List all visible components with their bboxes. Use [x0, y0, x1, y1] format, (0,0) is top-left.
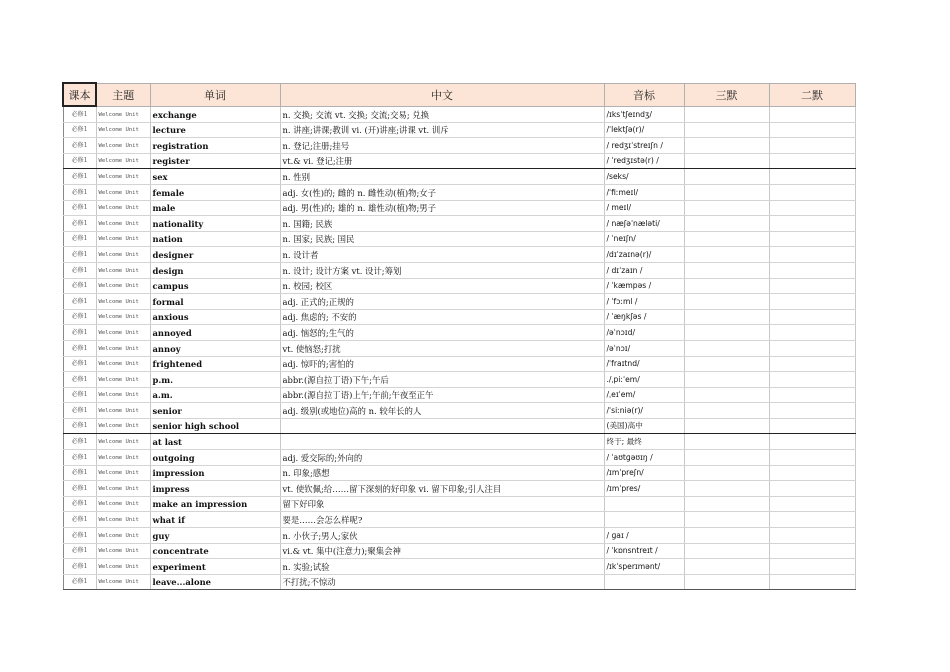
cell-course[interactable]: 必修1 — [63, 278, 96, 294]
cell-meaning[interactable]: n. 讲座;讲课;教训 vi. (开)讲座;讲课 vt. 训斥 — [280, 122, 604, 138]
cell-theme[interactable]: Welcome Unit — [96, 512, 150, 528]
cell-phonetic[interactable]: / ɡaɪ / — [604, 528, 684, 544]
cell-theme[interactable]: Welcome Unit — [96, 574, 150, 590]
cell-dictation-2[interactable] — [769, 372, 855, 388]
cell-dictation-2[interactable] — [769, 122, 855, 138]
cell-word[interactable]: a.m. — [150, 387, 280, 403]
cell-theme[interactable]: Welcome Unit — [96, 496, 150, 512]
cell-dictation-3[interactable] — [684, 340, 769, 356]
vocabulary-sheet — [62, 82, 856, 590]
cell-word[interactable]: exchange — [150, 106, 280, 122]
cell-phonetic[interactable] — [604, 574, 684, 590]
cell-word[interactable]: campus — [150, 278, 280, 294]
cell-dictation-2[interactable] — [769, 262, 855, 278]
cell-dictation-3[interactable] — [684, 559, 769, 575]
cell-phonetic[interactable]: / ˈæŋkʃəs / — [604, 309, 684, 325]
cell-phonetic[interactable]: /ˌeɪˈem/ — [604, 387, 684, 403]
cell-word[interactable]: concentrate — [150, 543, 280, 559]
cell-phonetic[interactable]: / ˈkɒnsntreɪt / — [604, 543, 684, 559]
table-row — [63, 574, 855, 590]
header-word[interactable]: 单词 — [150, 83, 280, 106]
cell-phonetic[interactable]: / ˈaʊtɡəʊɪŋ / — [604, 450, 684, 466]
cell-dictation-2[interactable] — [769, 325, 855, 341]
cell-theme[interactable]: Welcome Unit — [96, 216, 150, 232]
cell-phonetic[interactable]: /əˈnɔɪ/ — [604, 340, 684, 356]
cell-theme[interactable]: Welcome Unit — [96, 169, 150, 185]
cell-dictation-3[interactable] — [684, 278, 769, 294]
cell-dictation-3[interactable] — [684, 528, 769, 544]
cell-word[interactable]: make an impression — [150, 496, 280, 512]
table-row — [63, 528, 855, 544]
cell-dictation-3[interactable] — [684, 106, 769, 122]
table-row — [63, 356, 855, 372]
header-dictation-2[interactable]: 二默 — [769, 83, 855, 106]
cell-course[interactable]: 必修1 — [63, 387, 96, 403]
cell-dictation-2[interactable] — [769, 574, 855, 590]
cell-course[interactable]: 必修1 — [63, 153, 96, 169]
table-row — [63, 184, 855, 200]
cell-phonetic[interactable]: (美国)高中 — [604, 418, 684, 434]
cell-dictation-2[interactable] — [769, 309, 855, 325]
header-meaning[interactable]: 中文 — [280, 83, 604, 106]
cell-theme[interactable]: Welcome Unit — [96, 122, 150, 138]
cell-dictation-3[interactable] — [684, 512, 769, 528]
cell-word[interactable]: sex — [150, 169, 280, 185]
cell-dictation-3[interactable] — [684, 153, 769, 169]
cell-dictation-3[interactable] — [684, 309, 769, 325]
cell-theme[interactable]: Welcome Unit — [96, 387, 150, 403]
cell-dictation-2[interactable] — [769, 169, 855, 185]
cell-course[interactable]: 必修1 — [63, 496, 96, 512]
header-theme[interactable]: 主题 — [96, 83, 150, 106]
cell-course[interactable]: 必修1 — [63, 512, 96, 528]
cell-meaning[interactable]: n. 交换; 交流 vt. 交换; 交流;交易; 兑换 — [280, 106, 604, 122]
table-row — [63, 512, 855, 528]
cell-word[interactable]: what if — [150, 512, 280, 528]
cell-dictation-2[interactable] — [769, 356, 855, 372]
cell-dictation-2[interactable] — [769, 340, 855, 356]
cell-course[interactable]: 必修1 — [63, 231, 96, 247]
cell-dictation-2[interactable] — [769, 138, 855, 154]
cell-theme[interactable]: Welcome Unit — [96, 106, 150, 122]
table-row — [63, 278, 855, 294]
cell-meaning[interactable]: n. 国家; 民族; 国民 — [280, 231, 604, 247]
cell-word[interactable]: anxious — [150, 309, 280, 325]
cell-dictation-2[interactable] — [769, 465, 855, 481]
cell-word[interactable]: designer — [150, 247, 280, 263]
cell-course[interactable]: 必修1 — [63, 372, 96, 388]
cell-meaning[interactable]: adj. 焦虑的; 不安的 — [280, 309, 604, 325]
cell-meaning[interactable]: adj. 正式的;正规的 — [280, 294, 604, 310]
cell-theme[interactable]: Welcome Unit — [96, 465, 150, 481]
table-row — [63, 387, 855, 403]
table-row — [63, 153, 855, 169]
cell-dictation-3[interactable] — [684, 465, 769, 481]
cell-course[interactable]: 必修1 — [63, 559, 96, 575]
cell-word[interactable]: lecture — [150, 122, 280, 138]
cell-dictation-2[interactable] — [769, 278, 855, 294]
table-row — [63, 247, 855, 263]
table-row — [63, 231, 855, 247]
cell-dictation-3[interactable] — [684, 372, 769, 388]
cell-word[interactable]: annoyed — [150, 325, 280, 341]
cell-course[interactable]: 必修1 — [63, 450, 96, 466]
cell-dictation-3[interactable] — [684, 434, 769, 450]
cell-meaning[interactable]: 留下好印象 — [280, 496, 604, 512]
cell-phonetic[interactable]: / ˈredʒɪstə(r) / — [604, 153, 684, 169]
cell-phonetic[interactable]: /seks/ — [604, 169, 684, 185]
cell-dictation-3[interactable] — [684, 262, 769, 278]
cell-theme[interactable]: Welcome Unit — [96, 325, 150, 341]
cell-phonetic[interactable] — [604, 496, 684, 512]
cell-meaning[interactable]: adj. 惊吓的;害怕的 — [280, 356, 604, 372]
cell-meaning[interactable]: vt. 使钦佩;给……留下深刻的好印象 vi. 留下印象;引人注目 — [280, 481, 604, 497]
cell-course[interactable]: 必修1 — [63, 574, 96, 590]
table-row — [63, 496, 855, 512]
cell-theme[interactable]: Welcome Unit — [96, 231, 150, 247]
cell-phonetic[interactable]: / næʃəˈnæləti/ — [604, 216, 684, 232]
cell-dictation-2[interactable] — [769, 294, 855, 310]
table-row — [63, 559, 855, 575]
cell-meaning[interactable]: adj. 男(性)的; 雄的 n. 雄性动(植)物;男子 — [280, 200, 604, 216]
cell-word[interactable]: nationality — [150, 216, 280, 232]
cell-meaning[interactable]: vt.& vi. 登记;注册 — [280, 153, 604, 169]
cell-dictation-2[interactable] — [769, 434, 855, 450]
cell-phonetic[interactable]: /ɪmˈpres/ — [604, 481, 684, 497]
cell-phonetic[interactable]: / meɪl/ — [604, 200, 684, 216]
cell-dictation-2[interactable] — [769, 106, 855, 122]
cell-word[interactable]: guy — [150, 528, 280, 544]
table-row — [63, 543, 855, 559]
table-row — [63, 169, 855, 185]
cell-phonetic[interactable]: 终于; 最终 — [604, 434, 684, 450]
table-row — [63, 262, 855, 278]
cell-phonetic[interactable]: /ˈfraɪtnd/ — [604, 356, 684, 372]
cell-dictation-3[interactable] — [684, 231, 769, 247]
cell-word[interactable]: male — [150, 200, 280, 216]
cell-course[interactable]: 必修1 — [63, 418, 96, 434]
cell-dictation-3[interactable] — [684, 574, 769, 590]
cell-theme[interactable]: Welcome Unit — [96, 184, 150, 200]
cell-theme[interactable]: Welcome Unit — [96, 294, 150, 310]
cell-dictation-3[interactable] — [684, 403, 769, 419]
cell-dictation-3[interactable] — [684, 387, 769, 403]
cell-theme[interactable]: Welcome Unit — [96, 138, 150, 154]
cell-course[interactable]: 必修1 — [63, 106, 96, 122]
cell-theme[interactable]: Welcome Unit — [96, 559, 150, 575]
cell-dictation-2[interactable] — [769, 184, 855, 200]
cell-meaning[interactable]: adj. 爱交际的;外向的 — [280, 450, 604, 466]
cell-meaning[interactable]: n. 国籍; 民族 — [280, 216, 604, 232]
cell-course[interactable]: 必修1 — [63, 403, 96, 419]
cell-course[interactable]: 必修1 — [63, 294, 96, 310]
cell-theme[interactable]: Welcome Unit — [96, 434, 150, 450]
cell-course[interactable]: 必修1 — [63, 528, 96, 544]
cell-dictation-3[interactable] — [684, 122, 769, 138]
cell-dictation-3[interactable] — [684, 496, 769, 512]
cell-word[interactable]: outgoing — [150, 450, 280, 466]
cell-dictation-2[interactable] — [769, 496, 855, 512]
cell-course[interactable]: 必修1 — [63, 247, 96, 263]
cell-word[interactable]: female — [150, 184, 280, 200]
cell-theme[interactable]: Welcome Unit — [96, 278, 150, 294]
cell-course[interactable]: 必修1 — [63, 309, 96, 325]
cell-theme[interactable]: Welcome Unit — [96, 543, 150, 559]
cell-dictation-3[interactable] — [684, 216, 769, 232]
cell-meaning[interactable]: n. 校园; 校区 — [280, 278, 604, 294]
cell-dictation-3[interactable] — [684, 200, 769, 216]
cell-theme[interactable]: Welcome Unit — [96, 153, 150, 169]
header-row — [63, 83, 855, 106]
header-dictation-3[interactable]: 三默 — [684, 83, 769, 106]
table-row — [63, 138, 855, 154]
cell-theme[interactable]: Welcome Unit — [96, 247, 150, 263]
table-row — [63, 481, 855, 497]
cell-course[interactable]: 必修1 — [63, 340, 96, 356]
cell-theme[interactable]: Welcome Unit — [96, 309, 150, 325]
cell-meaning[interactable]: n. 小伙子;男人;家伙 — [280, 528, 604, 544]
cell-meaning[interactable]: n. 实验;试验 — [280, 559, 604, 575]
cell-dictation-3[interactable] — [684, 184, 769, 200]
cell-dictation-3[interactable] — [684, 294, 769, 310]
cell-word[interactable]: design — [150, 262, 280, 278]
header-course[interactable]: 课本 — [63, 83, 96, 106]
cell-theme[interactable]: Welcome Unit — [96, 340, 150, 356]
cell-course[interactable]: 必修1 — [63, 216, 96, 232]
cell-meaning[interactable]: 要是……会怎么样呢? — [280, 512, 604, 528]
cell-dictation-2[interactable] — [769, 200, 855, 216]
table-row — [63, 450, 855, 466]
cell-meaning[interactable]: abbr.(源自拉丁语)上午;午前;午夜至正午 — [280, 387, 604, 403]
table-row — [63, 200, 855, 216]
table-row — [63, 216, 855, 232]
cell-dictation-2[interactable] — [769, 247, 855, 263]
cell-word[interactable]: experiment — [150, 559, 280, 575]
cell-word[interactable]: at last — [150, 434, 280, 450]
cell-phonetic[interactable]: ./ˌpiːˈem/ — [604, 372, 684, 388]
table-row — [63, 325, 855, 341]
cell-dictation-2[interactable] — [769, 559, 855, 575]
cell-dictation-2[interactable] — [769, 403, 855, 419]
cell-dictation-2[interactable] — [769, 481, 855, 497]
table-row — [63, 434, 855, 450]
cell-dictation-3[interactable] — [684, 169, 769, 185]
cell-course[interactable]: 必修1 — [63, 200, 96, 216]
cell-theme[interactable]: Welcome Unit — [96, 262, 150, 278]
cell-phonetic[interactable]: / ˈkæmpəs / — [604, 278, 684, 294]
cell-meaning[interactable]: vi.& vt. 集中(注意力);聚集会神 — [280, 543, 604, 559]
cell-course[interactable]: 必修1 — [63, 434, 96, 450]
cell-meaning[interactable]: n. 性别 — [280, 169, 604, 185]
cell-dictation-3[interactable] — [684, 481, 769, 497]
cell-dictation-3[interactable] — [684, 138, 769, 154]
cell-meaning[interactable] — [280, 434, 604, 450]
cell-phonetic[interactable]: / ˈneɪʃn/ — [604, 231, 684, 247]
table-row — [63, 122, 855, 138]
cell-word[interactable]: frightened — [150, 356, 280, 372]
cell-phonetic[interactable]: / ˈfɔːml / — [604, 294, 684, 310]
cell-word[interactable]: formal — [150, 294, 280, 310]
cell-dictation-2[interactable] — [769, 231, 855, 247]
cell-word[interactable]: annoy — [150, 340, 280, 356]
cell-word[interactable]: registration — [150, 138, 280, 154]
cell-phonetic[interactable]: /ɪmˈpreʃn/ — [604, 465, 684, 481]
cell-dictation-2[interactable] — [769, 512, 855, 528]
cell-dictation-3[interactable] — [684, 247, 769, 263]
cell-theme[interactable]: Welcome Unit — [96, 528, 150, 544]
cell-dictation-3[interactable] — [684, 543, 769, 559]
cell-word[interactable]: leave...alone — [150, 574, 280, 590]
cell-theme[interactable]: Welcome Unit — [96, 200, 150, 216]
cell-theme[interactable]: Welcome Unit — [96, 356, 150, 372]
cell-dictation-2[interactable] — [769, 387, 855, 403]
cell-phonetic[interactable] — [604, 512, 684, 528]
cell-dictation-3[interactable] — [684, 356, 769, 372]
cell-phonetic[interactable]: /ˈlektʃə(r)/ — [604, 122, 684, 138]
cell-dictation-2[interactable] — [769, 543, 855, 559]
cell-phonetic[interactable]: /ˈfiːmeɪl/ — [604, 184, 684, 200]
cell-theme[interactable]: Welcome Unit — [96, 450, 150, 466]
cell-phonetic[interactable]: /ɪksˈtʃeɪndʒ/ — [604, 106, 684, 122]
cell-meaning[interactable]: adj. 女(性)的; 雌的 n. 雌性动(植)物;女子 — [280, 184, 604, 200]
cell-phonetic[interactable]: /əˈnɔɪd/ — [604, 325, 684, 341]
cell-meaning[interactable]: n. 设计者 — [280, 247, 604, 263]
cell-word[interactable]: senior high school — [150, 418, 280, 434]
cell-word[interactable]: impression — [150, 465, 280, 481]
cell-meaning[interactable] — [280, 418, 604, 434]
cell-word[interactable]: register — [150, 153, 280, 169]
table-row — [63, 403, 855, 419]
table-row — [63, 309, 855, 325]
cell-phonetic[interactable]: / redʒɪˈstreɪʃn / — [604, 138, 684, 154]
table-row — [63, 294, 855, 310]
cell-course[interactable]: 必修1 — [63, 325, 96, 341]
cell-dictation-3[interactable] — [684, 325, 769, 341]
cell-word[interactable]: p.m. — [150, 372, 280, 388]
cell-course[interactable]: 必修1 — [63, 184, 96, 200]
cell-meaning[interactable]: abbr.(源自拉丁语)下午;午后 — [280, 372, 604, 388]
cell-phonetic[interactable]: /ˈsiːniə(r)/ — [604, 403, 684, 419]
cell-dictation-2[interactable] — [769, 528, 855, 544]
cell-word[interactable]: nation — [150, 231, 280, 247]
cell-course[interactable]: 必修1 — [63, 543, 96, 559]
cell-dictation-3[interactable] — [684, 418, 769, 434]
table-row — [63, 465, 855, 481]
cell-meaning[interactable]: 不打扰;不惊动 — [280, 574, 604, 590]
cell-course[interactable]: 必修1 — [63, 262, 96, 278]
cell-word[interactable]: senior — [150, 403, 280, 419]
table-row — [63, 372, 855, 388]
cell-meaning[interactable]: vt. 使恼怒;打扰 — [280, 340, 604, 356]
cell-phonetic[interactable]: / dɪˈzaɪn / — [604, 262, 684, 278]
cell-course[interactable]: 必修1 — [63, 465, 96, 481]
cell-dictation-2[interactable] — [769, 216, 855, 232]
cell-meaning[interactable]: n. 设计; 设计方案 vt. 设计;筹划 — [280, 262, 604, 278]
cell-phonetic[interactable]: /ɪkˈsperɪmənt/ — [604, 559, 684, 575]
cell-meaning[interactable]: n. 登记;注册;挂号 — [280, 138, 604, 154]
cell-theme[interactable]: Welcome Unit — [96, 418, 150, 434]
cell-meaning[interactable]: adj. 级别(或地位)高的 n. 较年长的人 — [280, 403, 604, 419]
cell-dictation-2[interactable] — [769, 418, 855, 434]
cell-theme[interactable]: Welcome Unit — [96, 403, 150, 419]
table-row — [63, 418, 855, 434]
cell-theme[interactable]: Welcome Unit — [96, 481, 150, 497]
cell-theme[interactable]: Welcome Unit — [96, 372, 150, 388]
cell-course[interactable]: 必修1 — [63, 169, 96, 185]
cell-dictation-3[interactable] — [684, 450, 769, 466]
cell-word[interactable]: impress — [150, 481, 280, 497]
table-row — [63, 340, 855, 356]
cell-phonetic[interactable]: /dɪˈzaɪnə(r)/ — [604, 247, 684, 263]
cell-meaning[interactable]: adj. 恼怒的;生气的 — [280, 325, 604, 341]
cell-course[interactable]: 必修1 — [63, 481, 96, 497]
cell-meaning[interactable]: n. 印象;感想 — [280, 465, 604, 481]
cell-course[interactable]: 必修1 — [63, 138, 96, 154]
table-row — [63, 106, 855, 122]
cell-course[interactable]: 必修1 — [63, 122, 96, 138]
header-phonetic[interactable]: 音标 — [604, 83, 684, 106]
cell-course[interactable]: 必修1 — [63, 356, 96, 372]
cell-dictation-2[interactable] — [769, 450, 855, 466]
cell-dictation-2[interactable] — [769, 153, 855, 169]
